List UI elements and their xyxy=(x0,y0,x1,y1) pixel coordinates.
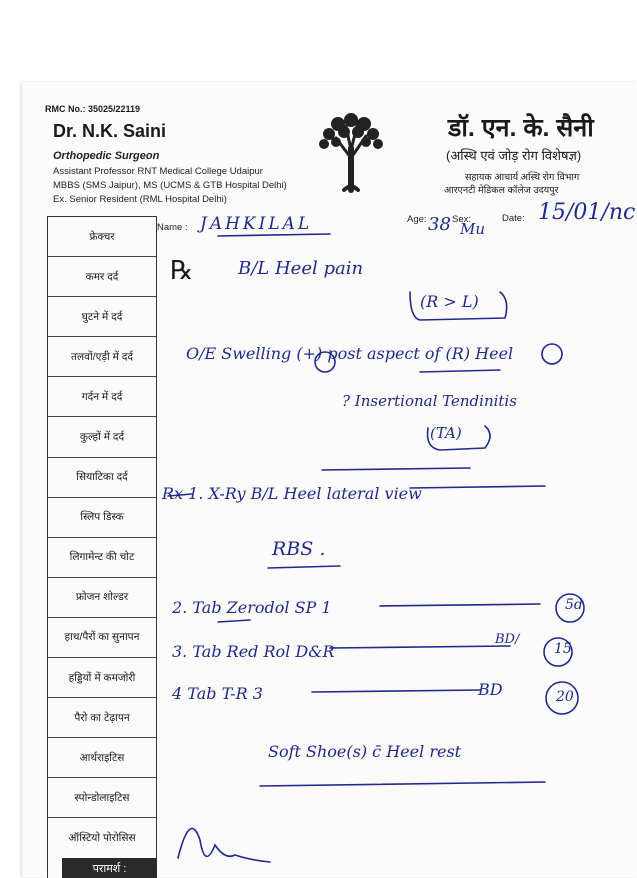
patient-name-value: JAHKILAL xyxy=(200,214,313,234)
duration-value: 15 xyxy=(554,641,572,657)
condition-sidebar xyxy=(47,216,157,878)
condition-item: पैरो का टेढ़ापन xyxy=(48,698,156,738)
doctor-name: Dr. N.K. Saini xyxy=(53,121,167,141)
sex-value: Mu xyxy=(460,220,486,238)
condition-item: घुटने में दर्द xyxy=(48,297,156,337)
condition-item: स्लिप डिस्क xyxy=(48,498,156,538)
condition-item: ऑस्टियो पोरोसिस xyxy=(68,831,136,844)
name-label: Name : xyxy=(157,222,188,233)
credential-line: Assistant Professor RNT Medical College Udaipur xyxy=(53,166,263,177)
date-value: 15/01/nc xyxy=(538,200,636,225)
consultation-footer: परामर्श : xyxy=(62,858,157,878)
credential-line: MBBS (SMS Jaipur), MS (UCMS & GTB Hospital Delhi) xyxy=(53,180,287,191)
doctor-specialty-hindi: (अस्थि एवं जोड़ रोग विशेषज्ञ) xyxy=(446,148,582,163)
medication-frequency: BD xyxy=(478,680,503,699)
investigation-line: RBS . xyxy=(272,538,326,560)
exam-line: O/E Swelling (+) post aspect of (R) Heel xyxy=(186,344,514,363)
condition-item: लिगामेन्ट की चोट xyxy=(48,538,156,578)
medication-line: 3. Tab Red Rol D&R xyxy=(172,642,335,661)
medication-line: 2. Tab Zerodol SP 1 xyxy=(172,598,332,617)
condition-item: तलवों/एड़ी में दर्द xyxy=(48,337,156,377)
date-label: Date: xyxy=(502,213,525,224)
condition-item: कमर दर्द xyxy=(48,257,156,297)
medication-frequency: BD/ xyxy=(495,632,520,647)
tree-logo-icon xyxy=(316,108,386,194)
diagnosis-line: B/L Heel pain xyxy=(238,258,364,279)
diagnosis-line: (R > L) xyxy=(420,292,479,311)
condition-item: कुल्हों में दर्द xyxy=(48,417,156,457)
rx-symbol: ℞ xyxy=(170,256,194,286)
condition-item: फ्रोजन शोल्डर xyxy=(48,578,156,618)
credential-line-hindi: आरएनटी मेडिकल कॉलेज उदयपुर xyxy=(444,185,559,196)
condition-item: सियाटिका दर्द xyxy=(48,458,156,498)
age-label: Age: xyxy=(407,214,427,225)
doctor-specialty: Orthopedic Surgeon xyxy=(53,150,160,162)
condition-item: स्पोन्डोलाइटिस xyxy=(48,778,156,818)
duration-value: 5d xyxy=(565,597,583,613)
duration-value: 20 xyxy=(556,689,574,705)
condition-item: गर्दन में दर्द xyxy=(48,377,156,417)
medication-line: 4 Tab T-R 3 xyxy=(172,684,263,703)
credential-line-hindi: सहायक आचार्य अस्थि रोग विभाग xyxy=(465,172,580,183)
credential-line: Ex. Senior Resident (RML Hospital Delhi) xyxy=(53,194,227,205)
rmc-number: RMC No.: 35025/22119 xyxy=(45,104,141,114)
investigation-line: Rx 1. X-Ry B/L Heel lateral view xyxy=(162,484,422,503)
doctor-name-hindi: डॉ. एन. के. सैनी xyxy=(448,114,594,142)
diagnosis-line: (TA) xyxy=(430,424,462,442)
condition-item: हड्डियों में कमजोरी xyxy=(48,658,156,698)
condition-item: फ्रेक्चर xyxy=(48,217,156,257)
advice-line: Soft Shoe(s) c̄ Heel rest xyxy=(268,742,462,761)
age-value: 38 xyxy=(428,214,451,235)
condition-item: आर्थराइटिस xyxy=(48,738,156,778)
diagnosis-line: ? Insertional Tendinitis xyxy=(342,392,517,410)
sex-label: Sex: xyxy=(452,214,472,225)
condition-item: हाथ/पैरों का सुनापन xyxy=(48,618,156,658)
